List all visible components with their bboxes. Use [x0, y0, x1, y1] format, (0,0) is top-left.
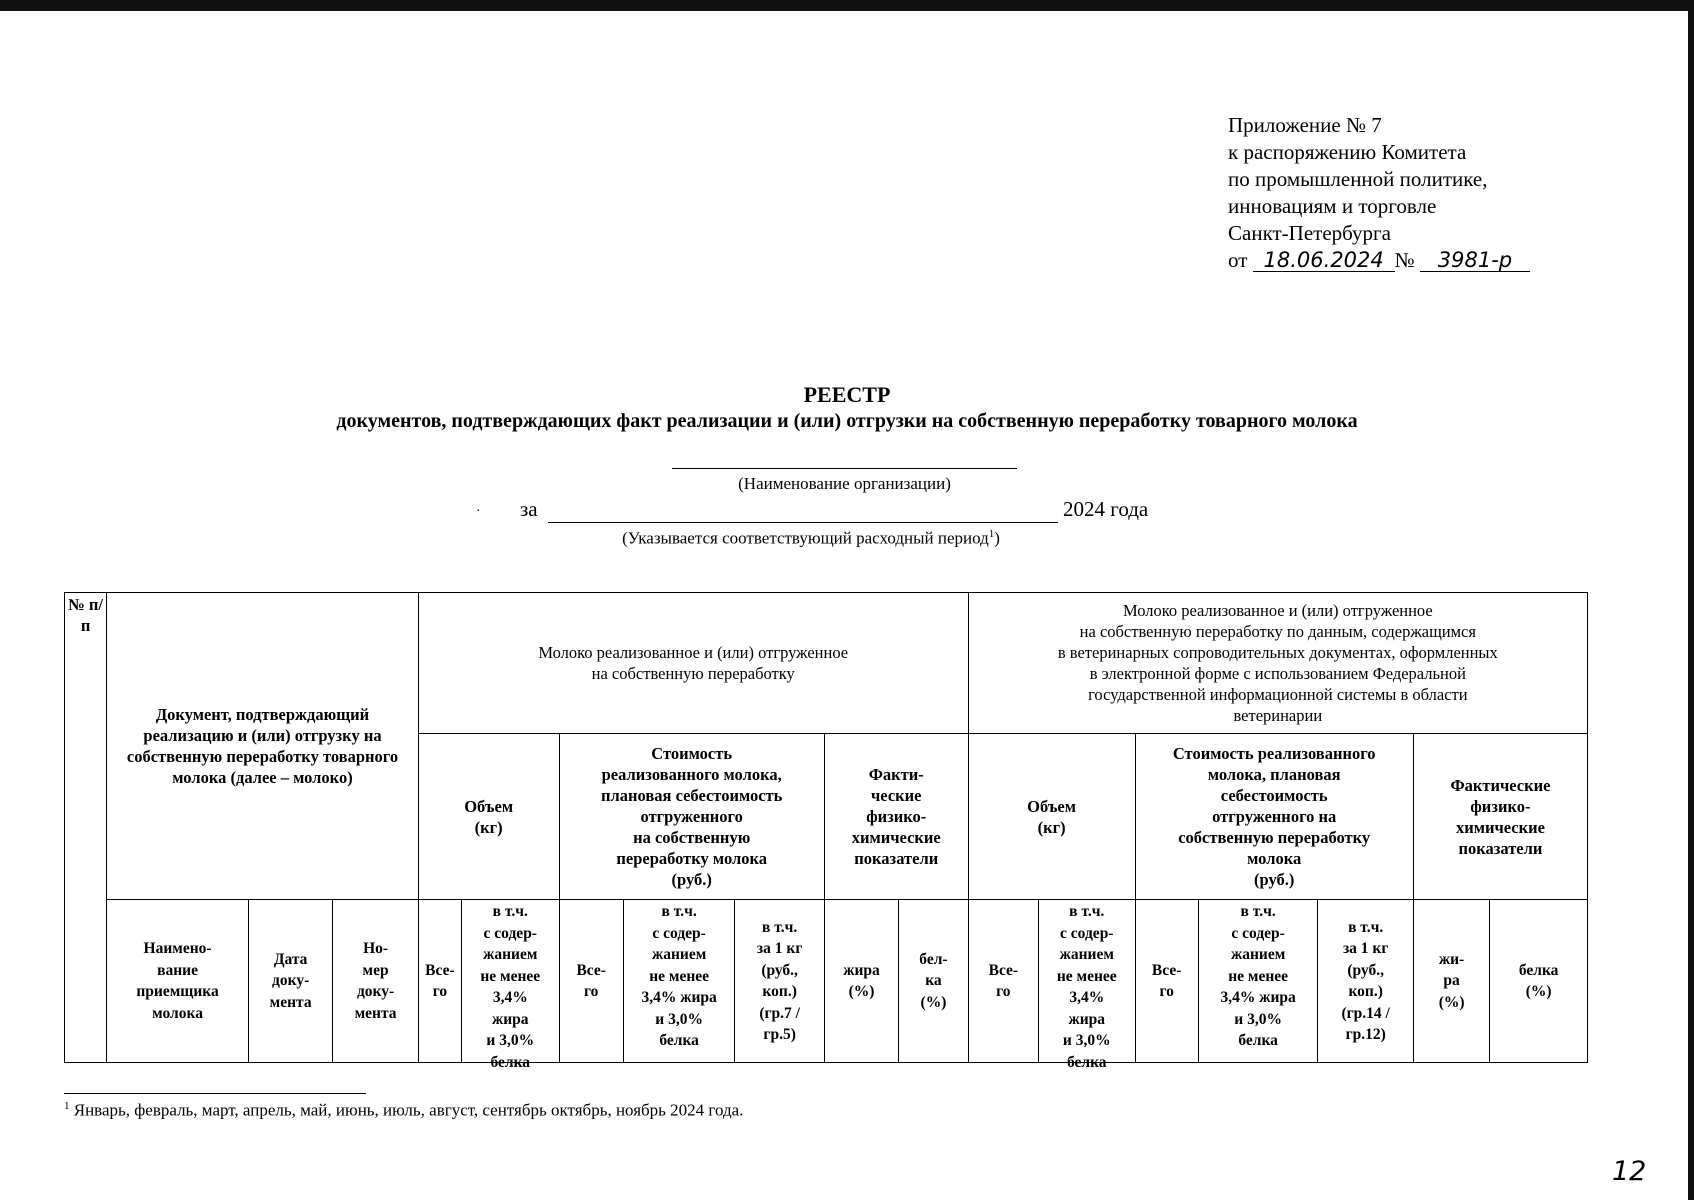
- header-protein-b: белка (%): [1490, 900, 1588, 1063]
- header-receiver-name: Наимено- вание приемщика молока: [107, 900, 249, 1063]
- appendix-handwritten-number: 3981-р: [1420, 249, 1530, 272]
- scan-top-edge: [0, 0, 1694, 11]
- header-doc-date: Дата доку- мента: [248, 900, 332, 1063]
- appendix-line: по промышленной политике,: [1228, 167, 1488, 191]
- footnote-rule: [64, 1093, 366, 1094]
- footnote-ref: 1: [988, 528, 995, 540]
- appendix-number-label: №: [1394, 248, 1415, 272]
- header-per-kg-b: в т.ч. за 1 кг (руб., коп.) (гр.14 / гр.12): [1318, 900, 1413, 1063]
- period-caption-text: (Указывается соответствующий расходный период: [622, 528, 989, 548]
- organization-caption: (Наименование организации): [738, 474, 951, 493]
- header-group-a: Молоко реализованное и (или) отгруженное на собственную переработку: [418, 593, 968, 734]
- header-volume-b: Объем (кг): [968, 734, 1135, 900]
- appendix-line: к распоряжению Комитета: [1228, 140, 1467, 164]
- period-prefix: за: [520, 497, 538, 521]
- header-doc-number: Но- мер доку- мента: [333, 900, 418, 1063]
- header-total-volume-b: Все- го: [968, 900, 1038, 1063]
- header-document-group: Документ, подтверждающий реализацию и (или) отгрузку на собственную переработку товарного молока (далее – молоко): [107, 593, 419, 900]
- header-incl-volume-b-text: в т.ч. с содер- жанием не менее 3,4% жира и 3,0% белка: [1056, 903, 1117, 1071]
- document-subtitle: документов, подтверждающих факт реализации и (или) отгрузки на собственную переработку товарного молока: [336, 410, 1358, 432]
- header-fat-b: жи- ра (%): [1413, 900, 1489, 1063]
- handwritten-page-number: 12: [1612, 1156, 1647, 1187]
- header-incl-cost-a: [623, 900, 735, 1063]
- document-title: РЕЕСТР: [803, 382, 891, 407]
- header-phys-a: Факти- ческие физико- химические показатели: [824, 734, 968, 900]
- header-fat-a: жира (%): [824, 900, 898, 1063]
- header-total-cost-b: Все- го: [1135, 900, 1198, 1063]
- footnote: [64, 1100, 743, 1121]
- period-suffix: 2024 года: [1063, 497, 1149, 521]
- appendix-handwritten-date: 18.06.2024: [1253, 249, 1395, 272]
- period-caption-close: ): [994, 528, 1000, 548]
- header-volume-a: Объем (кг): [418, 734, 559, 900]
- appendix-line: Санкт-Петербурга: [1228, 221, 1391, 245]
- header-incl-volume-b: [1039, 900, 1135, 1071]
- appendix-line: инновациям и торговле: [1228, 194, 1437, 218]
- scan-right-edge: [1688, 0, 1694, 1200]
- header-total-volume-a: Все- го: [418, 900, 461, 1063]
- organization-name-blank: [672, 468, 1017, 469]
- footnote-text: Январь, февраль, март, апрель, май, июнь, июль, август, сентябрь октябрь, ноябрь 2024 года.: [69, 1100, 744, 1120]
- header-incl-volume-a-text: в т.ч. с содер- жанием не менее 3,4% жира и 3,0% белка: [480, 903, 541, 1071]
- period-blank: [548, 522, 1058, 523]
- header-incl-cost-a-text: в т.ч. с содер- жанием не менее 3,4% жира и 3,0% белка: [641, 903, 717, 1049]
- header-incl-volume-a: [462, 900, 560, 1071]
- period-caption: [548, 528, 1074, 549]
- header-cost-a: Стоимость реализованного молока, плановая себестоимость отгруженного на собственную переработку молока (руб.): [559, 734, 824, 900]
- header-phys-b: Фактические физико- химические показатели: [1413, 734, 1587, 900]
- header-total-cost-a: Все- го: [559, 900, 623, 1063]
- header-protein-a: бел- ка (%): [899, 900, 968, 1063]
- header-per-kg-a: в т.ч. за 1 кг (руб., коп.) (гр.7 / гр.5): [735, 900, 824, 1063]
- header-group-b: Молоко реализованное и (или) отгруженное на собственную переработку по данным, содержащимся в ветеринарных сопроводительных документах, оформленных в электронной форме с использованием Федеральной государственной информационной системы в области ветеринарии: [968, 593, 1587, 734]
- header-incl-cost-b: [1198, 900, 1318, 1063]
- header-cost-b: Стоимость реализованного молока, плановая себестоимость отгруженного на собственную переработку молока (руб.): [1135, 734, 1413, 900]
- appendix-line: Приложение № 7: [1228, 113, 1382, 137]
- appendix-date-line: [1228, 247, 1648, 274]
- appendix-block: [1228, 112, 1648, 274]
- registry-table: [64, 592, 1588, 1071]
- appendix-from-prefix: от: [1228, 248, 1248, 272]
- footnote-mark: 1: [64, 1100, 70, 1112]
- stray-dot: ·: [476, 504, 481, 519]
- header-incl-cost-b-text: в т.ч. с содер- жанием не менее 3,4% жира и 3,0% белка: [1220, 903, 1296, 1049]
- header-row-number: № п/п: [65, 593, 107, 1063]
